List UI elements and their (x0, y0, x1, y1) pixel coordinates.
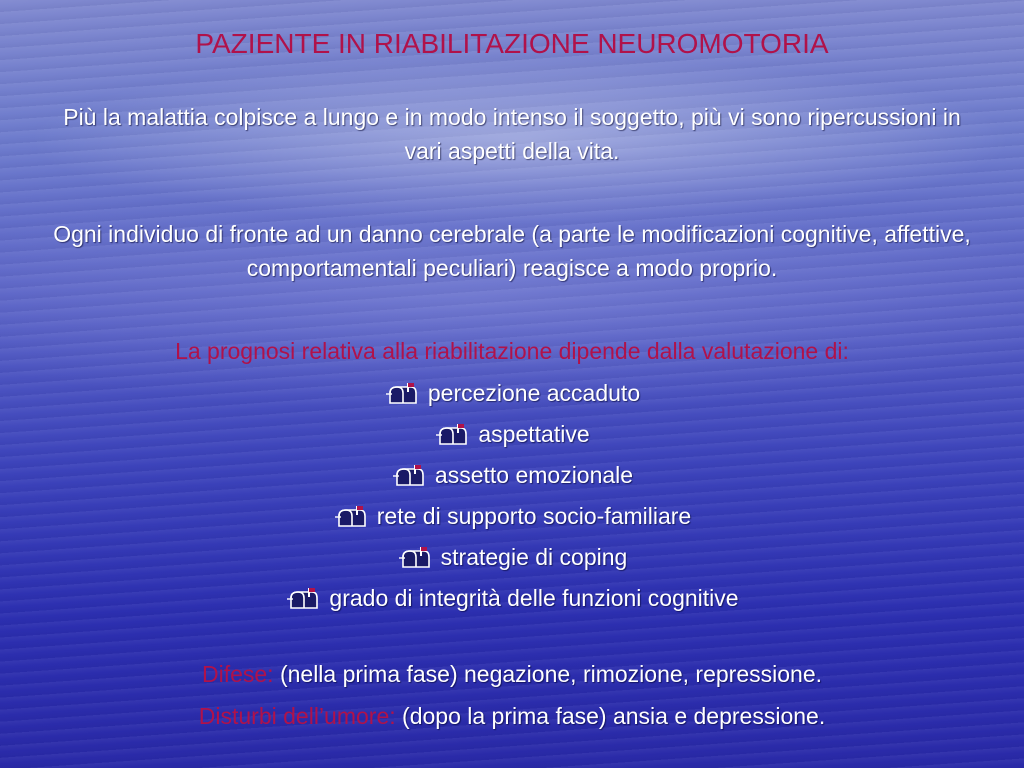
mood-disorders-text: (dopo la prima fase) ansia e depressione. (402, 703, 826, 729)
defenses-line (0, 661, 1024, 688)
list-item-label: percezione accaduto (427, 380, 641, 406)
mailbox-icon (333, 504, 369, 530)
defenses-text: (nella prima fase) negazione, rimozione, repressione. (279, 661, 823, 687)
slide-title: PAZIENTE IN RIABILITAZIONE NEUROMOTORIA (195, 28, 829, 59)
mailbox-icon (285, 586, 321, 612)
list-item (0, 578, 1024, 619)
mailbox-icon (434, 422, 470, 448)
list-item (0, 455, 1024, 496)
list-item-label: assetto emozionale (434, 462, 634, 488)
mood-disorders-line (0, 703, 1024, 730)
list-item-label: rete di supporto socio-familiare (376, 503, 692, 529)
list-item (0, 414, 1024, 455)
prognosis-list (0, 373, 1024, 619)
defenses-label: Difese: (201, 661, 274, 687)
mailbox-icon (391, 463, 427, 489)
list-item (0, 496, 1024, 537)
mailbox-icon (384, 381, 420, 407)
mailbox-icon (397, 545, 433, 571)
list-item (0, 373, 1024, 414)
list-item-label: strategie di coping (440, 544, 628, 570)
list-item-label: grado di integrità delle funzioni cognitive (329, 585, 739, 611)
list-item (0, 537, 1024, 578)
prognosis-heading: La prognosi relativa alla riabilitazione dipende dalla valutazione di: (175, 338, 849, 364)
intro-paragraph: Più la malattia colpisce a lungo e in modo intenso il soggetto, più vi sono ripercussioni in vari aspetti della vita. (63, 104, 961, 164)
reaction-paragraph: Ogni individuo di fronte ad un danno cerebrale (a parte le modificazioni cognitive, affettive, comportamentali peculiari) reagisce a modo proprio. (53, 221, 971, 281)
mood-disorders-label: Disturbi dell’umore: (198, 703, 396, 729)
list-item-label: aspettative (478, 421, 590, 447)
